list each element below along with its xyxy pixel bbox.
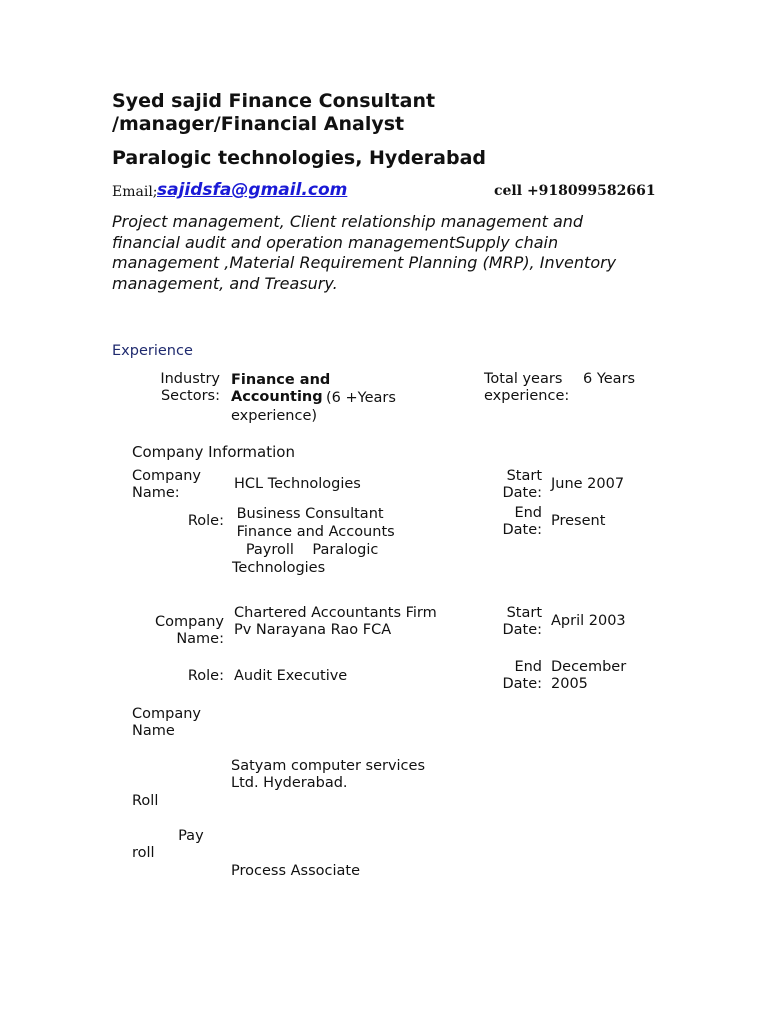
company-info-heading: Company Information — [132, 443, 295, 461]
industry-value-bold: Finance and Accounting — [231, 372, 331, 405]
company-label-3: Company Name — [132, 706, 201, 739]
email-link[interactable]: sajidsfa@gmail.com — [157, 180, 348, 200]
pay-roll-label: Pay roll — [132, 828, 204, 861]
total-years-value: 6 Years — [583, 371, 636, 387]
role-value-1: Business Consultant Finance and Accounts Payroll Paralogic Technologies — [232, 506, 395, 576]
end-value-2: December 2005 — [551, 659, 627, 692]
role-label-2: Role: — [187, 668, 224, 684]
start-label-2: Start Date: — [502, 605, 542, 638]
end-label-2: End Date: — [502, 659, 542, 692]
company-label-2: Company Name: — [155, 614, 224, 647]
company-label-1: Company Name: — [132, 468, 201, 501]
total-years-label: Total years experience: — [484, 371, 570, 404]
industry-value-line3: experience) — [231, 408, 318, 424]
role-label-1: Role: — [187, 513, 224, 529]
name-title-line1: Syed sajid Finance Consultant — [112, 90, 436, 112]
cell-number: cell +918099582661 — [494, 183, 656, 199]
start-value-2: April 2003 — [551, 613, 626, 629]
company-value-2: Chartered Accountants Firm Pv Narayana Rao FCA — [234, 605, 437, 638]
email-label: Email; — [112, 184, 158, 200]
end-label-1: End Date: — [502, 505, 542, 538]
industry-value — [231, 372, 330, 406]
role-value-2: Audit Executive — [234, 668, 348, 684]
role-value-3: Process Associate — [231, 863, 361, 879]
industry-value-rest: (6 +Years — [326, 390, 396, 406]
start-label-1: Start Date: — [502, 468, 542, 501]
industry-label: Industry Sectors: — [160, 371, 220, 404]
experience-heading: Experience — [112, 343, 193, 359]
company-value-1: HCL Technologies — [234, 476, 361, 492]
end-value-1: Present — [551, 513, 606, 529]
company-line: Paralogic technologies, Hyderabad — [112, 147, 487, 169]
start-value-1: June 2007 — [551, 476, 625, 492]
name-title-line2: /manager/Financial Analyst — [112, 113, 405, 135]
roll-label: Roll — [132, 793, 159, 809]
company-value-3: Satyam computer services Ltd. Hyderabad. — [231, 758, 426, 791]
summary-text: Project management, Client relationship management and financial audit and operation managementSupply chain management ,Material Requirement Planning (MRP), Inventory management, and Treasury. — [112, 212, 617, 293]
